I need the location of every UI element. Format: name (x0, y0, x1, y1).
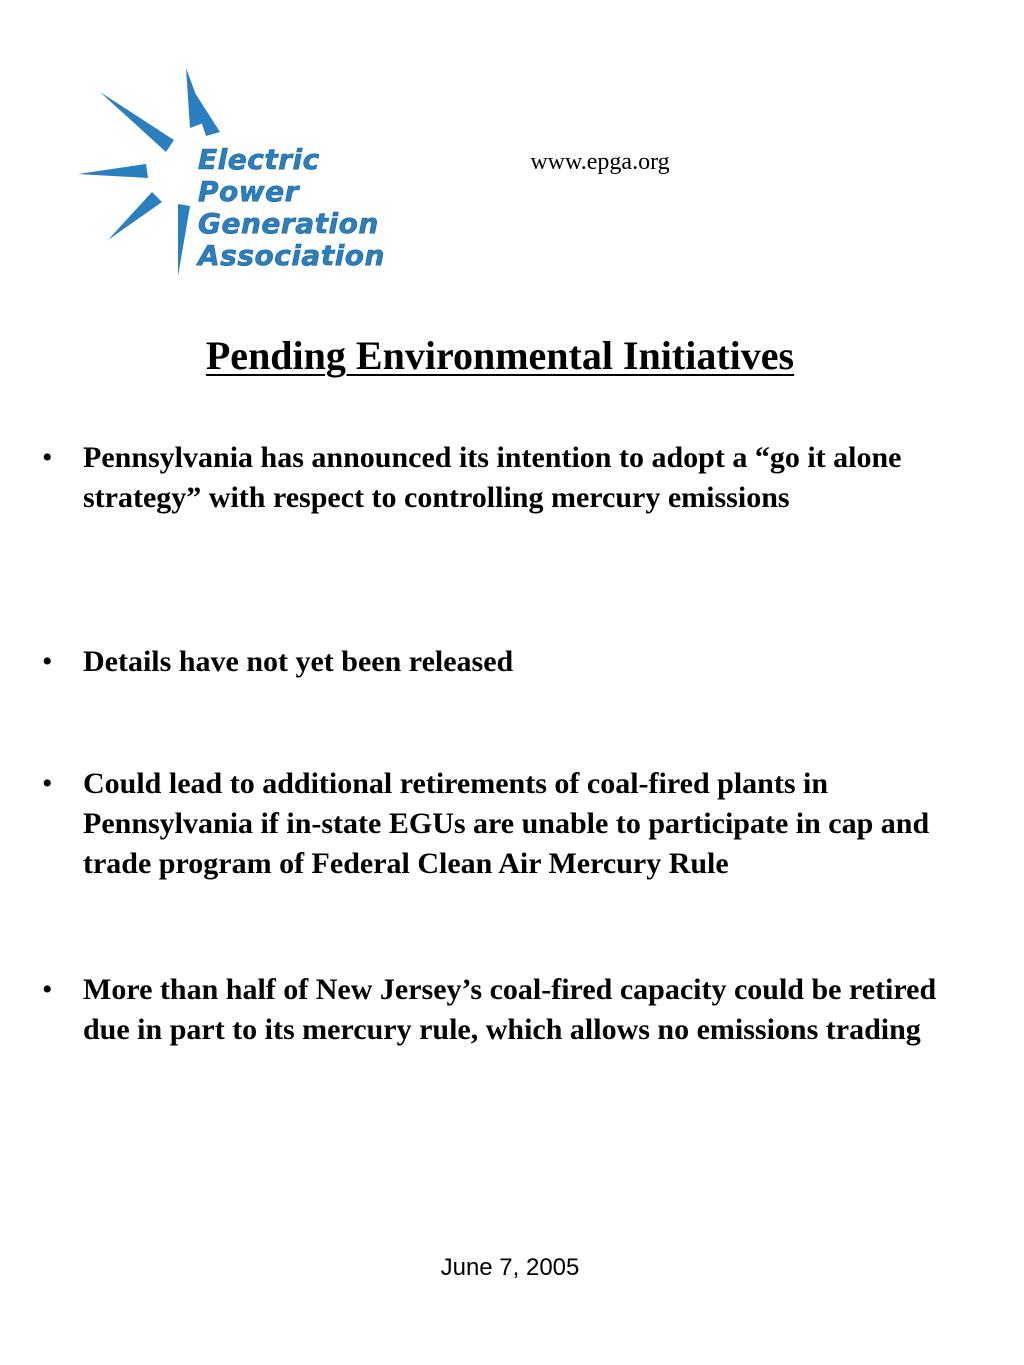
bullet-item (42, 438, 972, 518)
bullet-text: Details have not yet been released (83, 645, 514, 678)
bullet-text: Could lead to additional retirements of coal-fired plants in Pennsylvania if in-state EGUs are unable to participate in cap and trade program of Federal Clean Air Mercury Rule (83, 767, 930, 880)
logo-line: Generation (198, 207, 379, 240)
logo-wordmark (198, 144, 438, 272)
bullet-marker: • (42, 767, 53, 800)
footer-date: June 7, 2005 (440, 1254, 580, 1281)
logo-line: Association (198, 239, 385, 272)
bullet-marker: • (42, 973, 53, 1006)
logo-line: Electric (198, 143, 320, 176)
bullet-item (42, 764, 972, 884)
page-title: Pending Environmental Initiatives (205, 333, 795, 378)
website-url: www.epga.org (530, 149, 670, 175)
epga-logo (78, 64, 438, 279)
bullet-text: More than half of New Jersey’s coal-fired capacity could be retired due in part to its mercury rule, which allows no emissions trading (83, 973, 937, 1046)
bullet-item (42, 970, 972, 1050)
bullet-item (42, 642, 972, 682)
bullet-marker: • (42, 441, 53, 474)
logo-line: Power (198, 175, 299, 208)
bullet-marker: • (42, 645, 53, 678)
bullet-text: Pennsylvania has announced its intention to adopt a “go it alone strategy” with respect to controlling mercury emissions (83, 441, 902, 514)
